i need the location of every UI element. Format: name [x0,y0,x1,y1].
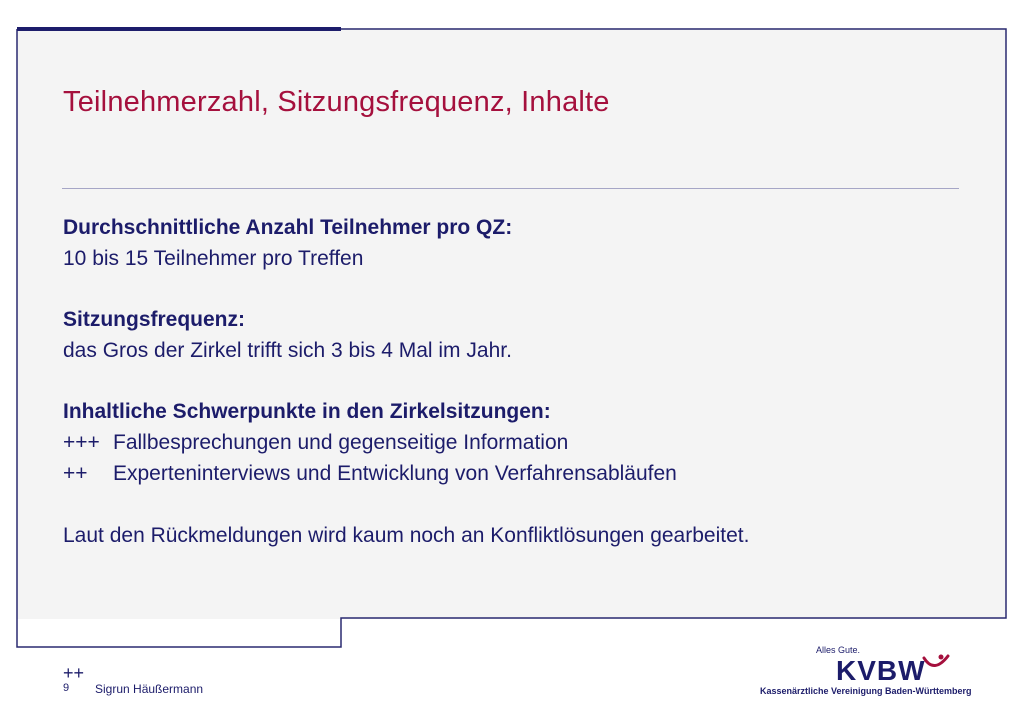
focus-item-text: Experteninterviews und Entwicklung von Verfahrensabläufen [113,462,677,485]
focus-heading: Inhaltliche Schwerpunkte in den Zirkelsitzungen: [63,400,551,423]
focus-item-prefix: ++ [63,462,88,485]
slide-content [63,212,963,551]
focus-item-prefix: +++ [63,431,100,454]
title-divider [62,188,959,189]
focus-item [63,458,963,489]
participants-heading: Durchschnittliche Anzahl Teilnehmer pro QZ: [63,216,513,239]
footer-marker: ++ [63,663,85,683]
conclusion-text: Laut den Rückmeldungen wird kaum noch an Konfliktlösungen gearbeitet. [63,524,750,547]
page-number: 9 [63,682,70,694]
frequency-text: das Gros der Zirkel trifft sich 3 bis 4 Mal im Jahr. [63,339,512,362]
focus-item [63,427,963,458]
logo-wordmark: KVBW [836,655,926,686]
participants-text: 10 bis 15 Teilnehmer pro Treffen [63,247,364,270]
top-accent-bar [17,27,341,31]
logo-tagline: Alles Gute. [816,645,861,655]
frequency-heading: Sitzungsfrequenz: [63,308,245,331]
footer-author: Sigrun Häußermann [95,682,204,696]
smile-icon [920,652,952,678]
slide-title: Teilnehmerzahl, Sitzungsfrequenz, Inhalte [63,86,610,118]
logo-subtitle: Kassenärztliche Vereinigung Baden-Württemberg [760,686,972,696]
focus-item-text: Fallbesprechungen und gegenseitige Information [113,431,569,454]
